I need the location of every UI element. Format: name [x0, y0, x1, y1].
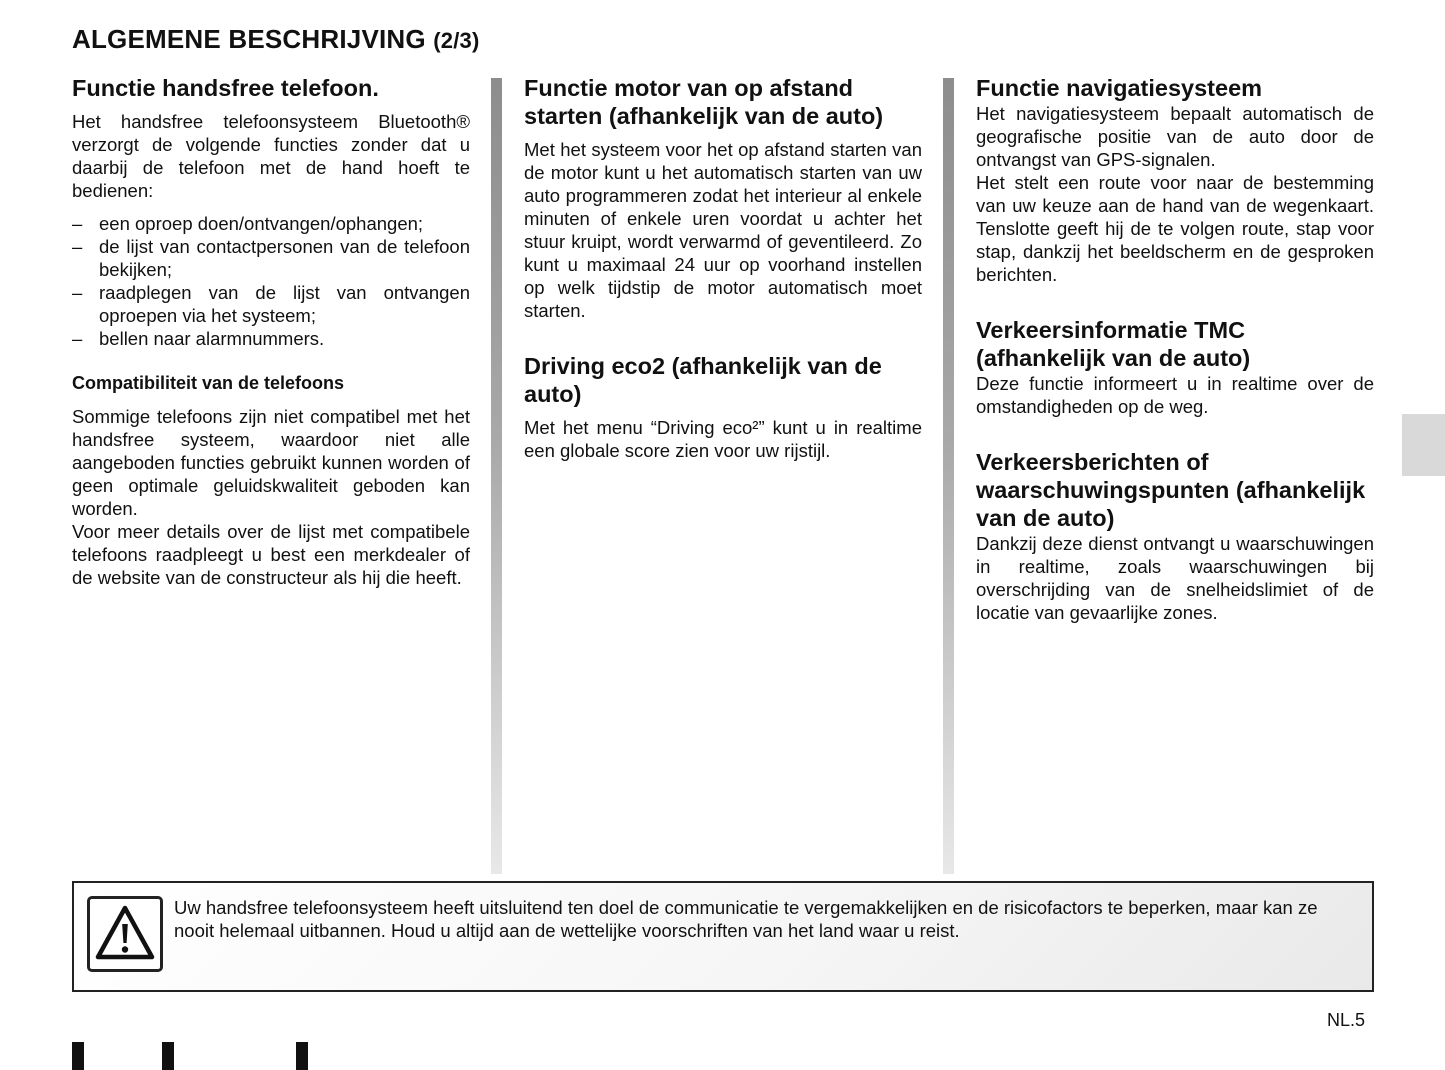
list-item: – raadplegen van de lijst van ontvangen oproepen via het systeem;: [72, 281, 470, 327]
compatibility-paragraph-1: Sommige telefoons zijn niet compatibel met het handsfree systeem, waardoor niet alle aangeboden functies gebruikt kunnen worden of geen optimale geluidskwaliteit geboden kan worden.: [72, 406, 470, 519]
heading-remote-start: Functie motor van op afstand starten (afhankelijk van de auto): [524, 75, 884, 129]
tmc-text: Deze functie informeert u in realtime over de omstandigheden op de weg.: [976, 373, 1374, 417]
driving-eco-text: Met het menu “Driving eco²” kunt u in realtime een globale score zien voor uw rijstijl.: [524, 417, 922, 461]
page-indicator: (2/3): [433, 28, 480, 53]
chapter-tab-marker: [1402, 414, 1445, 476]
heading-tmc: Verkeersinformatie TMC (afhankelijk van de auto): [976, 317, 1251, 371]
section-tmc: [976, 316, 1374, 418]
page-title: [72, 24, 480, 55]
crop-mark: [72, 1042, 84, 1070]
list-item: – een oproep doen/ontvangen/ophangen;: [72, 212, 470, 235]
column-divider-right: [943, 78, 954, 874]
heading-handsfree: Functie handsfree telefoon.: [72, 75, 379, 101]
list-item: – de lijst van contactpersonen van de telefoon bekijken;: [72, 235, 470, 281]
column-divider-left: [491, 78, 502, 874]
remote-start-text: Met het systeem voor het op afstand starten van de motor kunt u het automatisch starten van uw auto programmeren zodat het interieur al enkele minuten of enkele uren voordat u achter het stuur kruipt, wordt verwarmd of geventileerd. Zo kunt u maximaal 24 uur op voorhand instellen op welk tijdstip de motor automatisch moet starten.: [524, 139, 922, 321]
traffic-warnings-text: Dankzij deze dienst ontvangt u waarschuwingen in realtime, zoals waarschuwingen bij overschrijding van de snelheidslimiet of de locatie van gevaarlijke zones.: [976, 533, 1374, 623]
warning-triangle-graphic: [94, 904, 156, 962]
page-number: NL.5: [1327, 1010, 1366, 1030]
handsfree-function-list: [72, 212, 470, 350]
navigation-text-2: Het stelt een route voor naar de bestemming van uw keuze aan de hand van de wegenkaart. Tenslotte geeft hij de te volgen route, stap voor stap, dankzij het beeldscherm en de gesproken berichten.: [976, 172, 1374, 285]
column-remote-start: [524, 74, 922, 462]
column-handsfree: [72, 74, 470, 589]
compatibility-paragraph-2: Voor meer details over de lijst met compatibele telefoons raadpleegt u best een merkdealer of de website van de constructeur als hij die heeft.: [72, 521, 470, 588]
warning-triangle-icon: [87, 896, 163, 972]
section-traffic-warnings: [976, 448, 1374, 624]
column-navigation: [976, 74, 1374, 624]
heading-navigation: Functie navigatiesysteem: [976, 75, 1263, 101]
heading-driving-eco: Driving eco2 (afhankelijk van de auto): [524, 353, 882, 407]
page-title-text: ALGEMENE BESCHRIJVING: [72, 24, 426, 54]
warning-text: Uw handsfree telefoonsysteem heeft uitsluitend ten doel de communicatie te vergemakkelijken en de risicofactors te beperken, maar kan ze nooit helemaal uitbannen. Houd u altijd aan de wettelijke voorschriften van het land waar u reist.: [174, 897, 1318, 941]
subheading-compatibility: Compatibiliteit van de telefoons: [72, 373, 345, 393]
list-item: – bellen naar alarmnummers.: [72, 327, 470, 350]
handsfree-intro: Het handsfree telefoonsysteem Bluetooth® verzorgt de volgende functies zonder dat u daarbij de telefoon met de hand hoeft te bedienen:: [72, 111, 470, 201]
navigation-text-1: Het navigatiesysteem bepaalt automatisch de geografische positie van de auto door de ontvangst van GPS-signalen.: [976, 103, 1374, 170]
crop-mark: [296, 1042, 308, 1070]
warning-box: [72, 881, 1374, 992]
heading-traffic-warnings: Verkeersberichten of waarschuwingspunten (afhankelijk van de auto): [976, 449, 1366, 531]
crop-mark: [162, 1042, 174, 1070]
section-navigation: [976, 74, 1374, 286]
section-driving-eco: [524, 352, 922, 462]
